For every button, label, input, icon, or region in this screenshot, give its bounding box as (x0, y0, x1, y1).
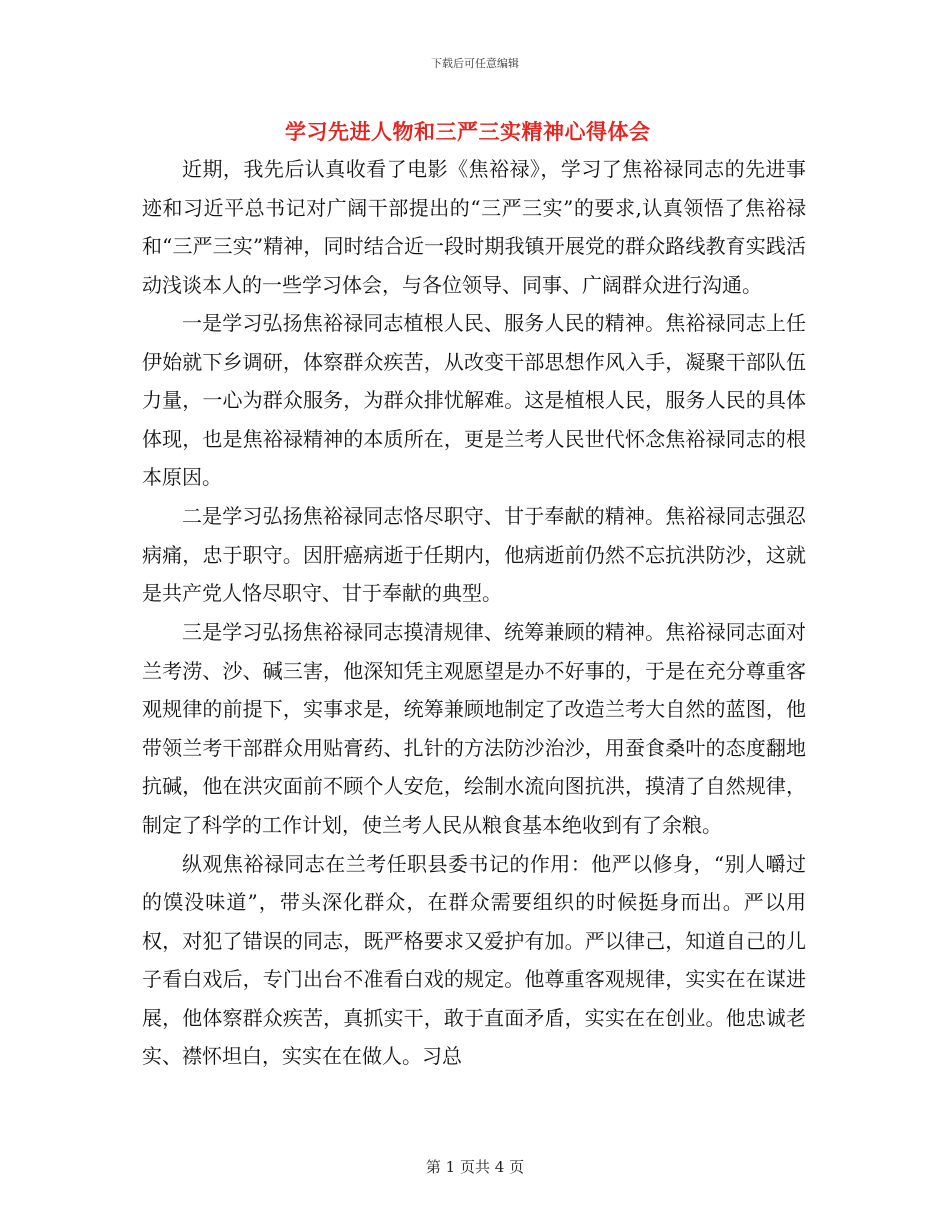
page-number: 第 1 页共 4 页 (425, 1158, 525, 1176)
paragraph-point-two: 二是学习弘扬焦裕禄同志恪尽职守、甘于奉献的精神。焦裕禄同志强忍病痛，忠于职守。因肝癌病逝于任期内，他病逝前仍然不忘抗洪防沙，这就是共产党人恪尽职守、甘于奉献的典型。 (142, 504, 806, 606)
paragraph-point-three: 三是学习弘扬焦裕禄同志摸清规律、统筹兼顾的精神。焦裕禄同志面对兰考涝、沙、碱三害，他深知凭主观愿望是办不好事的，于是在充分尊重客观规律的前提下，实事求是，统筹兼顾地制定了改造兰考大自然的蓝图，他带领兰考干部群众用贴膏药、扎针的方法防沙治沙，用蚕食桑叶的态度翻地抗碱，他在洪灾面前不顾个人安危，绘制水流向图抗洪，摸清了自然规律，制定了科学的工作计划，使兰考人民从粮食基本绝收到有了余粮。 (142, 620, 806, 837)
paragraph-summary: 纵观焦裕禄同志在兰考任职县委书记的作用：他严以修身，“别人嚼过的馍没味道”，带头深化群众，在群众需要组织的时候挺身而出。严以用权，对犯了错误的同志，既严格要求又爱护有加。严以律己，知道自己的儿子看白戏后，专门出台不准看白戏的规定。他尊重客观规律，实实在在谋进展，他体察群众疾苦，真抓实干，敢于直面矛盾，实实在在创业。他忠诚老实、襟怀坦白，实实在在做人。习总 (142, 851, 806, 1069)
document-title: 学习先进人物和三严三实精神心得体会 (285, 119, 651, 144)
header-note: 下载后可任意编辑 (431, 57, 519, 70)
paragraph-intro: 近期，我先后认真收看了电影《焦裕禄》，学习了焦裕禄同志的先进事迹和习近平总书记对广阔干部提出的“三严三实”的要求,认真领悟了焦裕禄和“三严三实”精神，同时结合近一段时期我镇开展党的群众路线教育实践活动浅谈本人的一些学习体会，与各位领导、同事、广阔群众进行沟通。 (142, 157, 806, 297)
paragraph-point-one: 一是学习弘扬焦裕禄同志植根人民、服务人民的精神。焦裕禄同志上任伊始就下乡调研，体察群众疾苦，从改变干部思想作风入手，凝聚干部队伍力量，一心为群众服务，为群众排忧解难。这是植根人民，服务人民的具体体现，也是焦裕禄精神的本质所在，更是兰考人民世代怀念焦裕禄同志的根本原因。 (142, 311, 806, 490)
document-body (142, 150, 806, 1076)
